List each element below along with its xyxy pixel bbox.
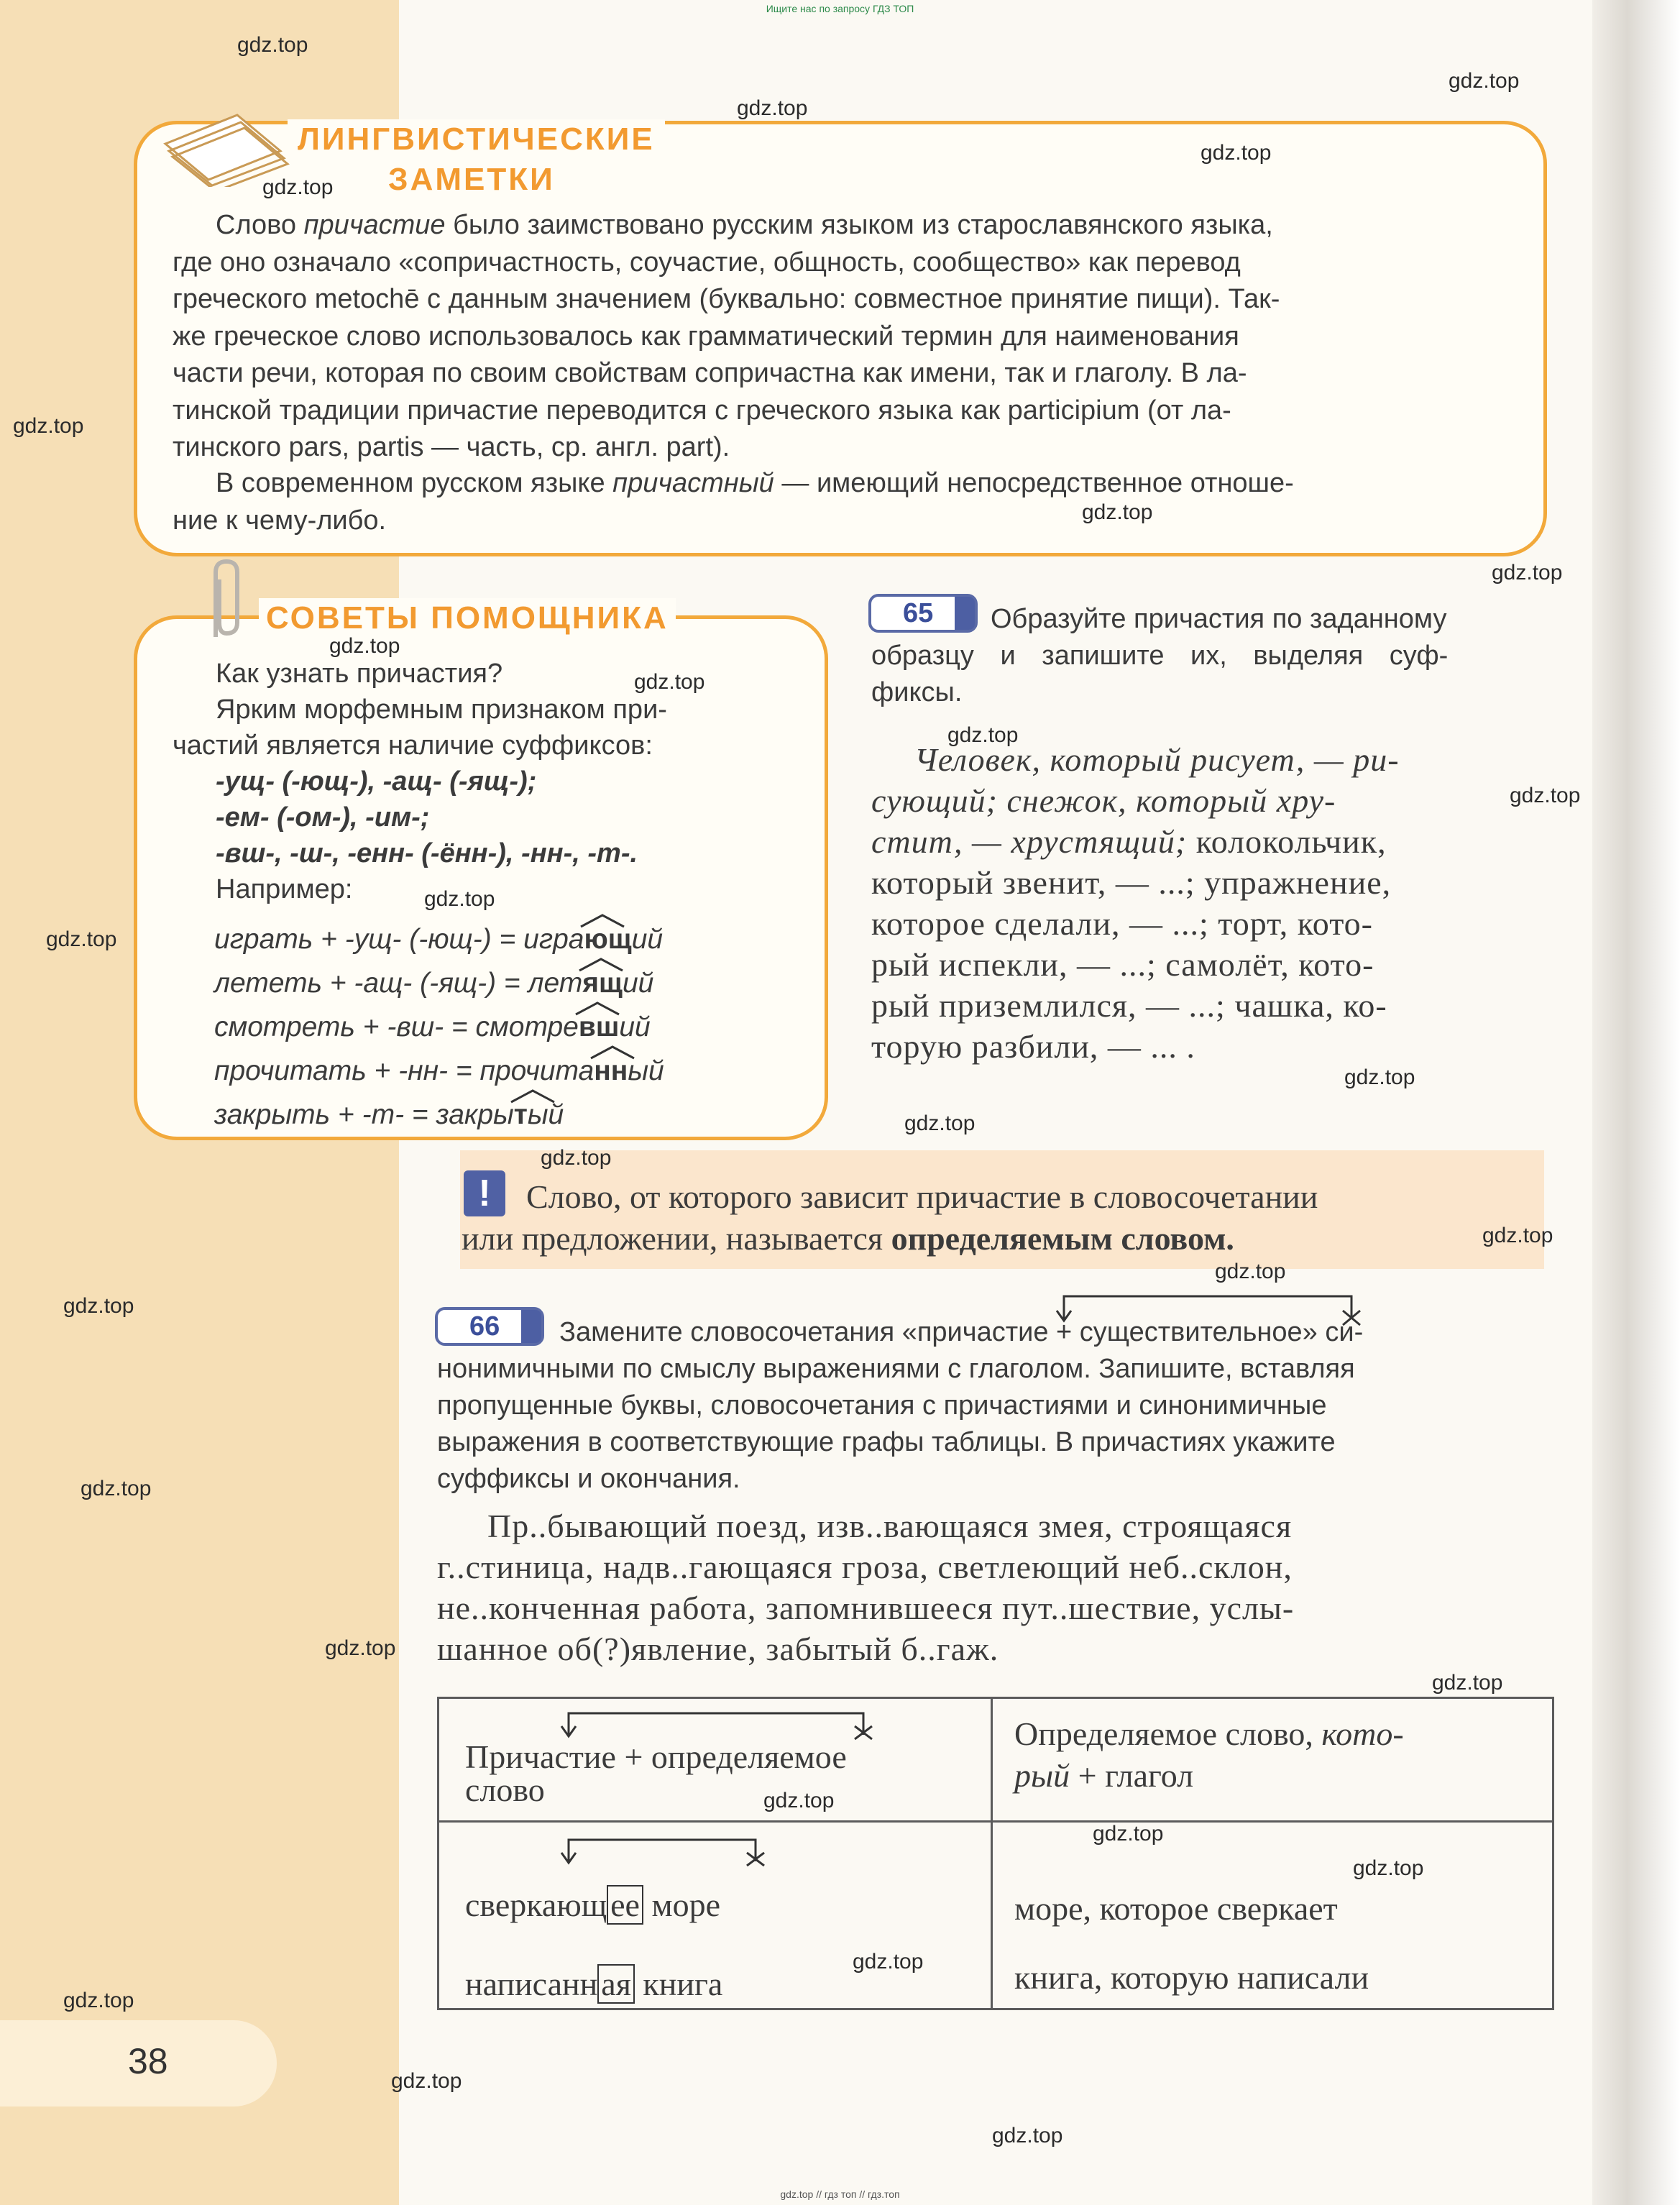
exercise-65-badge: 65 <box>868 594 978 633</box>
watermark-text: gdz.top <box>63 1294 134 1318</box>
notes-line: где оно означало «сопричастность, соучастие, общность, сообщество» как перевод <box>173 247 1241 278</box>
answer-table <box>437 1697 1554 2010</box>
table-row-2-verb: книга, которую написали <box>1014 1959 1369 1996</box>
tips-examples <box>214 917 804 1137</box>
watermark-text: gdz.top <box>1449 69 1520 93</box>
watermark-text: gdz.top <box>329 634 400 658</box>
table-cell-participles <box>439 1823 993 2008</box>
table-row-1-verb: море, которое сверкает <box>1014 1890 1338 1927</box>
exercise-65-text: Человек, который рисует, — ри- сующий; снежок, который хру- стит, — хрустящий; колокольчик, который звенит, — ...; упражнение, которое сделали, — ...; торт, кото- рый испекли, — ...; самолёт, кото- рый приземлился, — ...; чашка, ко- торую разбили, — ... . <box>871 741 1400 1065</box>
tips-example-row: смотреть + -вш- = смотревш ий <box>214 1005 804 1049</box>
watermark-text: gdz.top <box>634 670 705 694</box>
notes-line: тинского pars, partis — часть, ср. англ. part). <box>173 432 730 462</box>
tips-example-row: играть + -ущ- (-ющ-) = играющ ий <box>214 917 804 961</box>
exercise-66-task <box>437 1314 1550 1498</box>
notes-line: тинской традиции причастие переводится с греческого языка как participium (от ла- <box>173 395 1231 426</box>
bottom-notice: gdz.top // гдз топ // гдз.топ <box>780 2188 900 2200</box>
watermark-text: gdz.top <box>13 414 84 438</box>
page-number: 38 <box>128 2041 168 2081</box>
exercise-66-text <box>437 1505 1550 1669</box>
table-header-defined-word: Определяемое слово, кото- рый + глагол <box>993 1699 1552 1823</box>
watermark-text: gdz.top <box>1510 784 1581 807</box>
exercise-66-task-line: суффиксы и окончания. <box>437 1464 740 1494</box>
notes-line: греческого metochē с данным значением (буквально: совместное принятие пищи). Так- <box>173 284 1280 314</box>
watermark-text: gdz.top <box>81 1477 152 1500</box>
watermark-text: gdz.top <box>1093 1822 1164 1846</box>
watermark-text: gdz.top <box>424 887 495 911</box>
notes-title-line2: ЗАМЕТКИ <box>388 160 555 200</box>
notes-paragraph-1 <box>173 207 1510 467</box>
tips-title: СОВЕТЫ ПОМОЩНИКА <box>259 598 676 638</box>
tips-example-row: прочитать + -нн- = прочитанн ый <box>214 1049 804 1093</box>
watermark-text: gdz.top <box>947 723 1019 747</box>
notes-paragraph-2: В современном русском языке причастный — имеющий непосредственное отноше- ние к чему-либо. <box>173 468 1294 536</box>
table-header-participle: Причастие + определяемое слово <box>439 1699 993 1823</box>
exercise-66-task-line: Замените словосочетания «причастие + существительное» си- <box>559 1317 1364 1347</box>
suffix-mark-icon <box>591 1045 634 1060</box>
suffix-mark-icon <box>579 958 623 972</box>
exercise-65-task: Образуйте причастия по заданному образцу и запишите их, выделяя суф- фиксы. <box>871 604 1449 707</box>
watermark-text: gdz.top <box>391 2069 462 2093</box>
notes-title-line1: ЛИНГВИСТИЧЕСКИЕ <box>288 119 665 160</box>
exercise-66-task-line: нонимичными по смыслу выражениями с глаголом. Запишите, вставляя <box>437 1354 1355 1384</box>
dependency-arrow-icon <box>554 1835 770 1864</box>
suffix-mark-icon <box>576 1001 619 1016</box>
table-cell-verbs <box>993 1823 1552 2008</box>
watermark-text: gdz.top <box>262 175 334 199</box>
watermark-text: gdz.top <box>1215 1260 1286 1283</box>
exercise-66-text-line: шанное об(?)явление, забытый б..гаж. <box>437 1631 999 1667</box>
watermark-text: gdz.top <box>237 33 308 57</box>
watermark-text: gdz.top <box>1432 1671 1503 1695</box>
watermark-text: gdz.top <box>763 1789 835 1812</box>
watermark-text: gdz.top <box>541 1146 612 1170</box>
suffix-mark-icon <box>511 1089 554 1104</box>
notes-line: части речи, которая по своим свойствам сопричастна как имени, так и глаголу. В ла- <box>173 358 1247 388</box>
exclamation-icon: ! <box>464 1170 505 1216</box>
suffix-mark-icon <box>581 914 624 928</box>
watermark-text: gdz.top <box>853 1950 924 1974</box>
watermark-text: gdz.top <box>904 1111 976 1135</box>
tips-example-row: закрыть + -т- = закрыт ый <box>214 1093 804 1137</box>
watermark-text: gdz.top <box>1082 500 1153 524</box>
watermark-text: gdz.top <box>1353 1856 1424 1880</box>
top-notice: Ищите нас по запросу ГДЗ ТОП <box>766 3 914 14</box>
notes-line: Слово причастие было заимствовано русским языком из старославянского языка, <box>216 210 1273 240</box>
watermark-text: gdz.top <box>46 927 117 951</box>
book-spine-shadow <box>1592 0 1680 2205</box>
watermark-text: gdz.top <box>1482 1224 1553 1247</box>
exercise-66-badge: 66 <box>435 1307 544 1346</box>
rule-text: Слово, от которого зависит причастие в словосочетании или предложении, называется определяемым словом. <box>462 1178 1318 1257</box>
exercise-66-text-line: г..стиница, надв..гающаяся гроза, светлеющий неб..склон, <box>437 1549 1293 1585</box>
dependency-arrow-icon <box>554 1709 878 1738</box>
table-row-1-participle: сверкающ ее море <box>465 1887 721 1923</box>
watermark-text: gdz.top <box>63 1989 134 2012</box>
watermark-text: gdz.top <box>325 1636 396 1660</box>
exercise-66-task-line: пропущенные буквы, словосочетания с причастиями и синонимичные <box>437 1390 1327 1421</box>
exercise-66-text-line: Пр..бывающий поезд, изв..вающаяся змея, строящаяся <box>487 1508 1293 1544</box>
exercise-66-task-line: выражения в соответствующие графы таблицы. В причастиях укажите <box>437 1427 1336 1457</box>
paperclip-icon <box>194 558 252 644</box>
tips-question: Как узнать причастия? <box>216 659 503 689</box>
watermark-text: gdz.top <box>737 96 808 120</box>
tips-example-row: лететь + -ащ- (-ящ-) = летящ ий <box>214 961 804 1005</box>
notes-line: же греческое слово использовалось как грамматический термин для наименования <box>173 321 1239 352</box>
table-row-2-participle: написанн ая книга <box>465 1966 723 2002</box>
watermark-text: gdz.top <box>992 2124 1063 2147</box>
watermark-text: gdz.top <box>1344 1065 1415 1089</box>
paper-stack-icon <box>151 101 295 187</box>
tips-content: Как узнать причастия? Ярким морфемным признаком при- частий является наличие суффиксов: -ущ- (-ющ-), -ащ- (-ящ-); -ем- (-ом-), -им-; -вш-, -ш-, -енн- (-ённ-), -нн-, -т-. Например: <box>216 656 805 907</box>
exercise-66-text-line: не..конченная работа, запомнившееся пут..шествие, услы- <box>437 1590 1295 1626</box>
watermark-text: gdz.top <box>1201 141 1272 165</box>
watermark-text: gdz.top <box>1492 561 1563 585</box>
